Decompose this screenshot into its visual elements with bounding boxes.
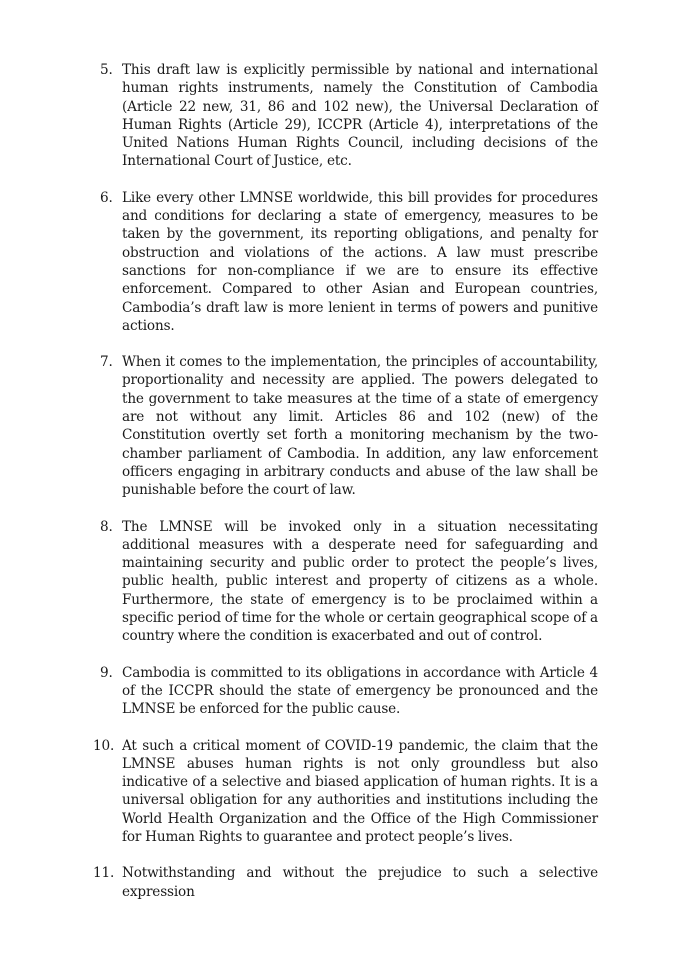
paragraph-number: 8. — [100, 518, 113, 535]
numbered-paragraph-list — [93, 61, 598, 919]
paragraph-5 — [100, 61, 598, 171]
paragraph-text: Like every other LMNSE worldwide, this bill provides for procedures and conditions for declaring a state of emergency, measures to be taken by the government, its reporting obligations, and penalty for obstruction and violations of the actions. A law must prescribe sanctions for non-compliance if we are to ensure its effective enforcement. Compared to other Asian and European countries, Cambodia’s draft law is more lenient in terms of powers and punitive actions. — [122, 189, 598, 334]
paragraph-9 — [100, 664, 598, 719]
paragraph-number: 5. — [100, 62, 113, 78]
paragraph-7 — [100, 353, 598, 499]
paragraph-number: 6. — [100, 189, 113, 206]
paragraph-number: 9. — [100, 664, 113, 681]
paragraph-text: At such a critical moment of COVID-19 pandemic, the claim that the LMNSE abuses human rights is not only groundless but also indicative of a selective and biased application of human rights. It is a universal obligation for any authorities and institutions including the World Health Organization and the Office of the High Commissioner for Human Rights to guarantee and protect people’s lives. — [122, 737, 598, 845]
paragraph-10 — [93, 737, 598, 847]
paragraph-number: 10. — [93, 737, 115, 754]
paragraph-text: When it comes to the implementation, the principles of accountability, proportionality and necessity are applied. The powers delegated to the government to take measures at the time of a state of emergency are not without any limit. Articles 86 and 102 (new) of the Constitution overtly set forth a monitoring mechanism by the two-chamber parliament of Cambodia. In addition, any law enforcement officers engaging in arbitrary conducts and abuse of the law shall be punishable before the court of law. — [122, 354, 598, 499]
paragraph-6 — [100, 189, 598, 335]
paragraph-text: This draft law is explicitly permissible by national and international human rights instruments, namely the Constitution of Cambodia (Article 22 new, 31, 86 and 102 new), the Universal Declaration of Human Rights (Article 29), ICCPR (Article 4), interpretations of the United Nations Human Rights Council, including decisions of the International Court of Justice, etc. — [122, 62, 598, 170]
paragraph-text: Notwithstanding and without the prejudice to such a selective expression — [122, 865, 598, 900]
paragraph-8 — [100, 518, 598, 646]
paragraph-text: Cambodia is committed to its obligations in accordance with Article 4 of the ICCPR should the state of emergency be pronounced and the LMNSE be enforced for the public cause. — [122, 664, 598, 718]
paragraph-11 — [93, 864, 598, 901]
paragraph-number: 11. — [93, 865, 115, 882]
paragraph-text: The LMNSE will be invoked only in a situation necessitating additional measures with a desperate need for safeguarding and maintaining security and public order to protect the people’s lives, public health, public interest and property of citizens as a whole. Furthermore, the state of emergency is to be proclaimed within a specific period of time for the whole or certain geographical scope of a country where the condition is exacerbated and out of control. — [122, 518, 598, 645]
paragraph-number: 7. — [100, 354, 113, 371]
